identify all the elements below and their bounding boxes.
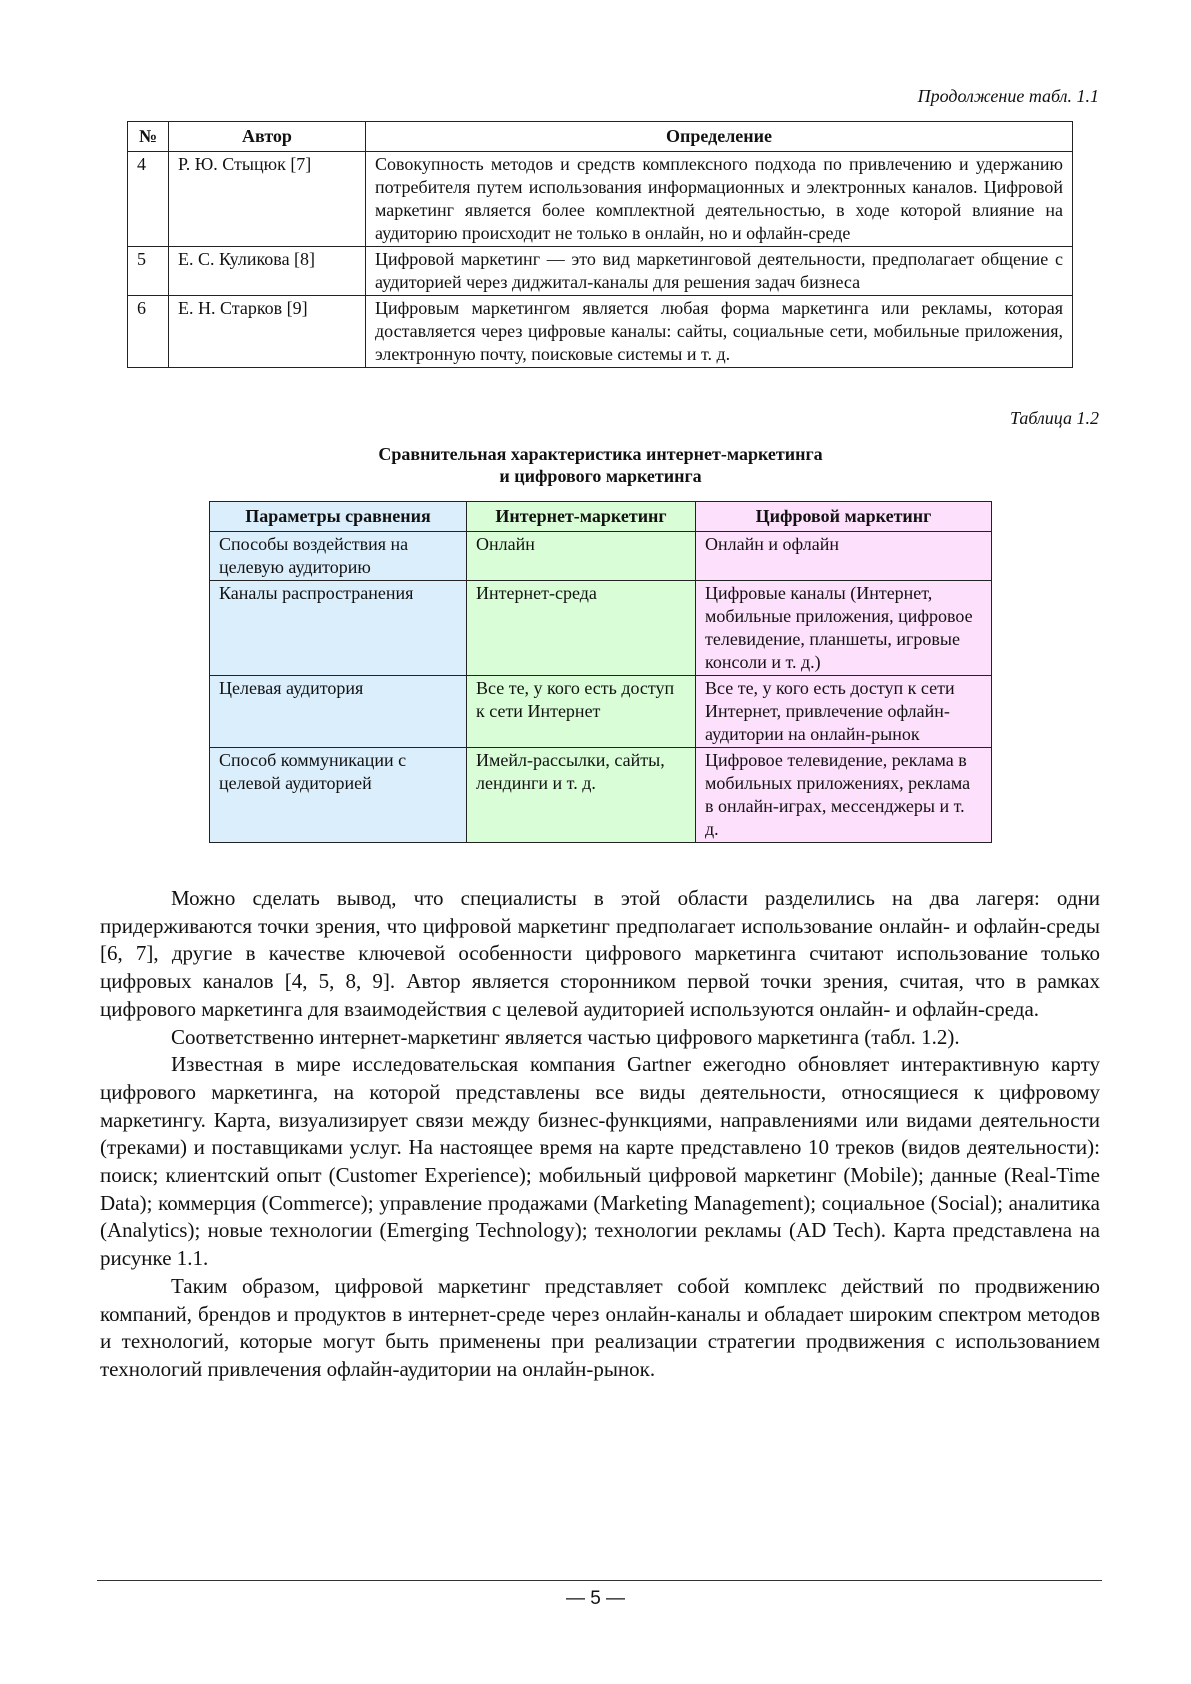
table2-title-line2: и цифрового маркетинга: [499, 466, 702, 486]
row-author: Е. Н. Старков [9]: [169, 296, 366, 368]
row-definition: Цифровой маркетинг — это вид маркетинговой деятельности, предполагает общение с аудиторией через диджитал-каналы для решения задач бизнеса: [366, 247, 1073, 296]
cell-digital: Онлайн и офлайн: [696, 532, 992, 581]
header-definition: Определение: [366, 122, 1073, 152]
table-row: [210, 676, 992, 748]
header-author: Автор: [169, 122, 366, 152]
table2-title-line1: Сравнительная характеристика интернет-маркетинга: [378, 444, 823, 464]
page-number: — 5 —: [565, 1588, 626, 1609]
cell-internet: Все те, у кого есть доступ к сети Интернет: [467, 676, 696, 748]
table-row: [210, 581, 992, 676]
paragraph: Можно сделать вывод, что специалисты в этой области разделились на два лагеря: одни придерживаются точки зрения, что цифровой маркетинг предполагает использование онлайн- и офлайн-среды [6, 7], другие в качестве ключевой особенности цифрового маркетинга считают использование только цифровых каналов [4, 5, 8, 9]. Автор является сторонником первой точки зрения, считая, что в рамках цифрового маркетинга для взаимодействия с целевой аудиторией используются онлайн- и офлайн-среда.: [100, 886, 1100, 1021]
paragraph: Известная в мире исследовательская компания Gartner ежегодно обновляет интерактивную карту цифрового маркетинга, на которой представлены все виды деятельности, относящиеся к цифровому маркетингу. Карта, визуализирует связи между бизнес-функциями, направлениями или видами деятельности (треками) и поставщиками услуг. На настоящее время на карте представлено 10 треков (видов деятельности): поиск; клиентский опыт (Customer Experience); мобильный цифровой маркетинг (Mobile); данные (Real-Time Data); коммерция (Commerce); управление продажами (Marketing Management); социальное (Social); аналитика (Analytics); новые технологии (Emerging Technology); технологии рекламы (AD Tech). Карта представлена на рисунке 1.1.: [100, 1052, 1100, 1271]
table1-continuation-caption: Продолжение табл. 1.1: [917, 86, 1099, 106]
header-num: №: [128, 122, 169, 152]
row-definition: Цифровым маркетингом является любая форма маркетинга или рекламы, которая доставляется через цифровые каналы: сайты, социальные сети, мобильные приложения, электронную почту, поисковые системы и т. д.: [366, 296, 1073, 368]
table2-caption: Таблица 1.2: [1009, 408, 1099, 428]
table-header: [210, 502, 992, 532]
cell-param: Способы воздействия на целевую аудиторию: [210, 532, 467, 581]
table-row: [128, 296, 1073, 368]
header-digital: Цифровой маркетинг: [696, 502, 992, 532]
cell-param: Способ коммуникации с целевой аудиторией: [210, 748, 467, 843]
cell-digital: Цифровые каналы (Интернет, мобильные приложения, цифровое телевидение, планшеты, игровые консоли и т. д.): [696, 581, 992, 676]
table-row: [128, 152, 1073, 247]
table-row: [210, 748, 992, 843]
table2-title: [209, 443, 992, 487]
cell-internet: Имейл-рассылки, сайты, лендинги и т. д.: [467, 748, 696, 843]
table-row: [210, 532, 992, 581]
definitions-table: [127, 121, 1073, 368]
cell-internet: Интернет-среда: [467, 581, 696, 676]
body-text: [100, 885, 1100, 1384]
header-params: Параметры сравнения: [210, 502, 467, 532]
cell-param: Целевая аудитория: [210, 676, 467, 748]
footer-divider: [97, 1580, 1102, 1581]
comparison-table: [209, 501, 992, 843]
row-num: 5: [128, 247, 169, 296]
row-author: Е. С. Куликова [8]: [169, 247, 366, 296]
paragraph: Таким образом, цифровой маркетинг представляет собой комплекс действий по продвижению компаний, брендов и продуктов в интернет-среде через онлайн-каналы и обладает широким спектром методов и технологий, которые могут быть применены при реализации стратегии продвижения с использованием технологий привлечения офлайн-аудитории на онлайн-рынок.: [100, 1273, 1100, 1381]
cell-param: Каналы распространения: [210, 581, 467, 676]
paragraph: Соответственно интернет-маркетинг является частью цифрового маркетинга (табл. 1.2).: [171, 1024, 960, 1049]
cell-digital: Цифровое телевидение, реклама в мобильных приложениях, реклама в онлайн-играх, мессенджеры и т. д.: [696, 748, 992, 843]
row-num: 4: [128, 152, 169, 247]
row-num: 6: [128, 296, 169, 368]
cell-digital: Все те, у кого есть доступ к сети Интернет, привлечение офлайн-аудитории на онлайн-рынок: [696, 676, 992, 748]
row-author: Р. Ю. Стыцюк [7]: [169, 152, 366, 247]
header-internet: Интернет-маркетинг: [467, 502, 696, 532]
table-row: [128, 247, 1073, 296]
table-header: [128, 122, 1073, 152]
row-definition: Совокупность методов и средств комплексного подхода по привлечению и удержанию потребителя путем использования информационных и электронных каналов. Цифровой маркетинг является более комплектной деятельностью, в ходе которой влияние на аудиторию происходит не только в онлайн, но и офлайн-среде: [366, 152, 1073, 247]
cell-internet: Онлайн: [467, 532, 696, 581]
